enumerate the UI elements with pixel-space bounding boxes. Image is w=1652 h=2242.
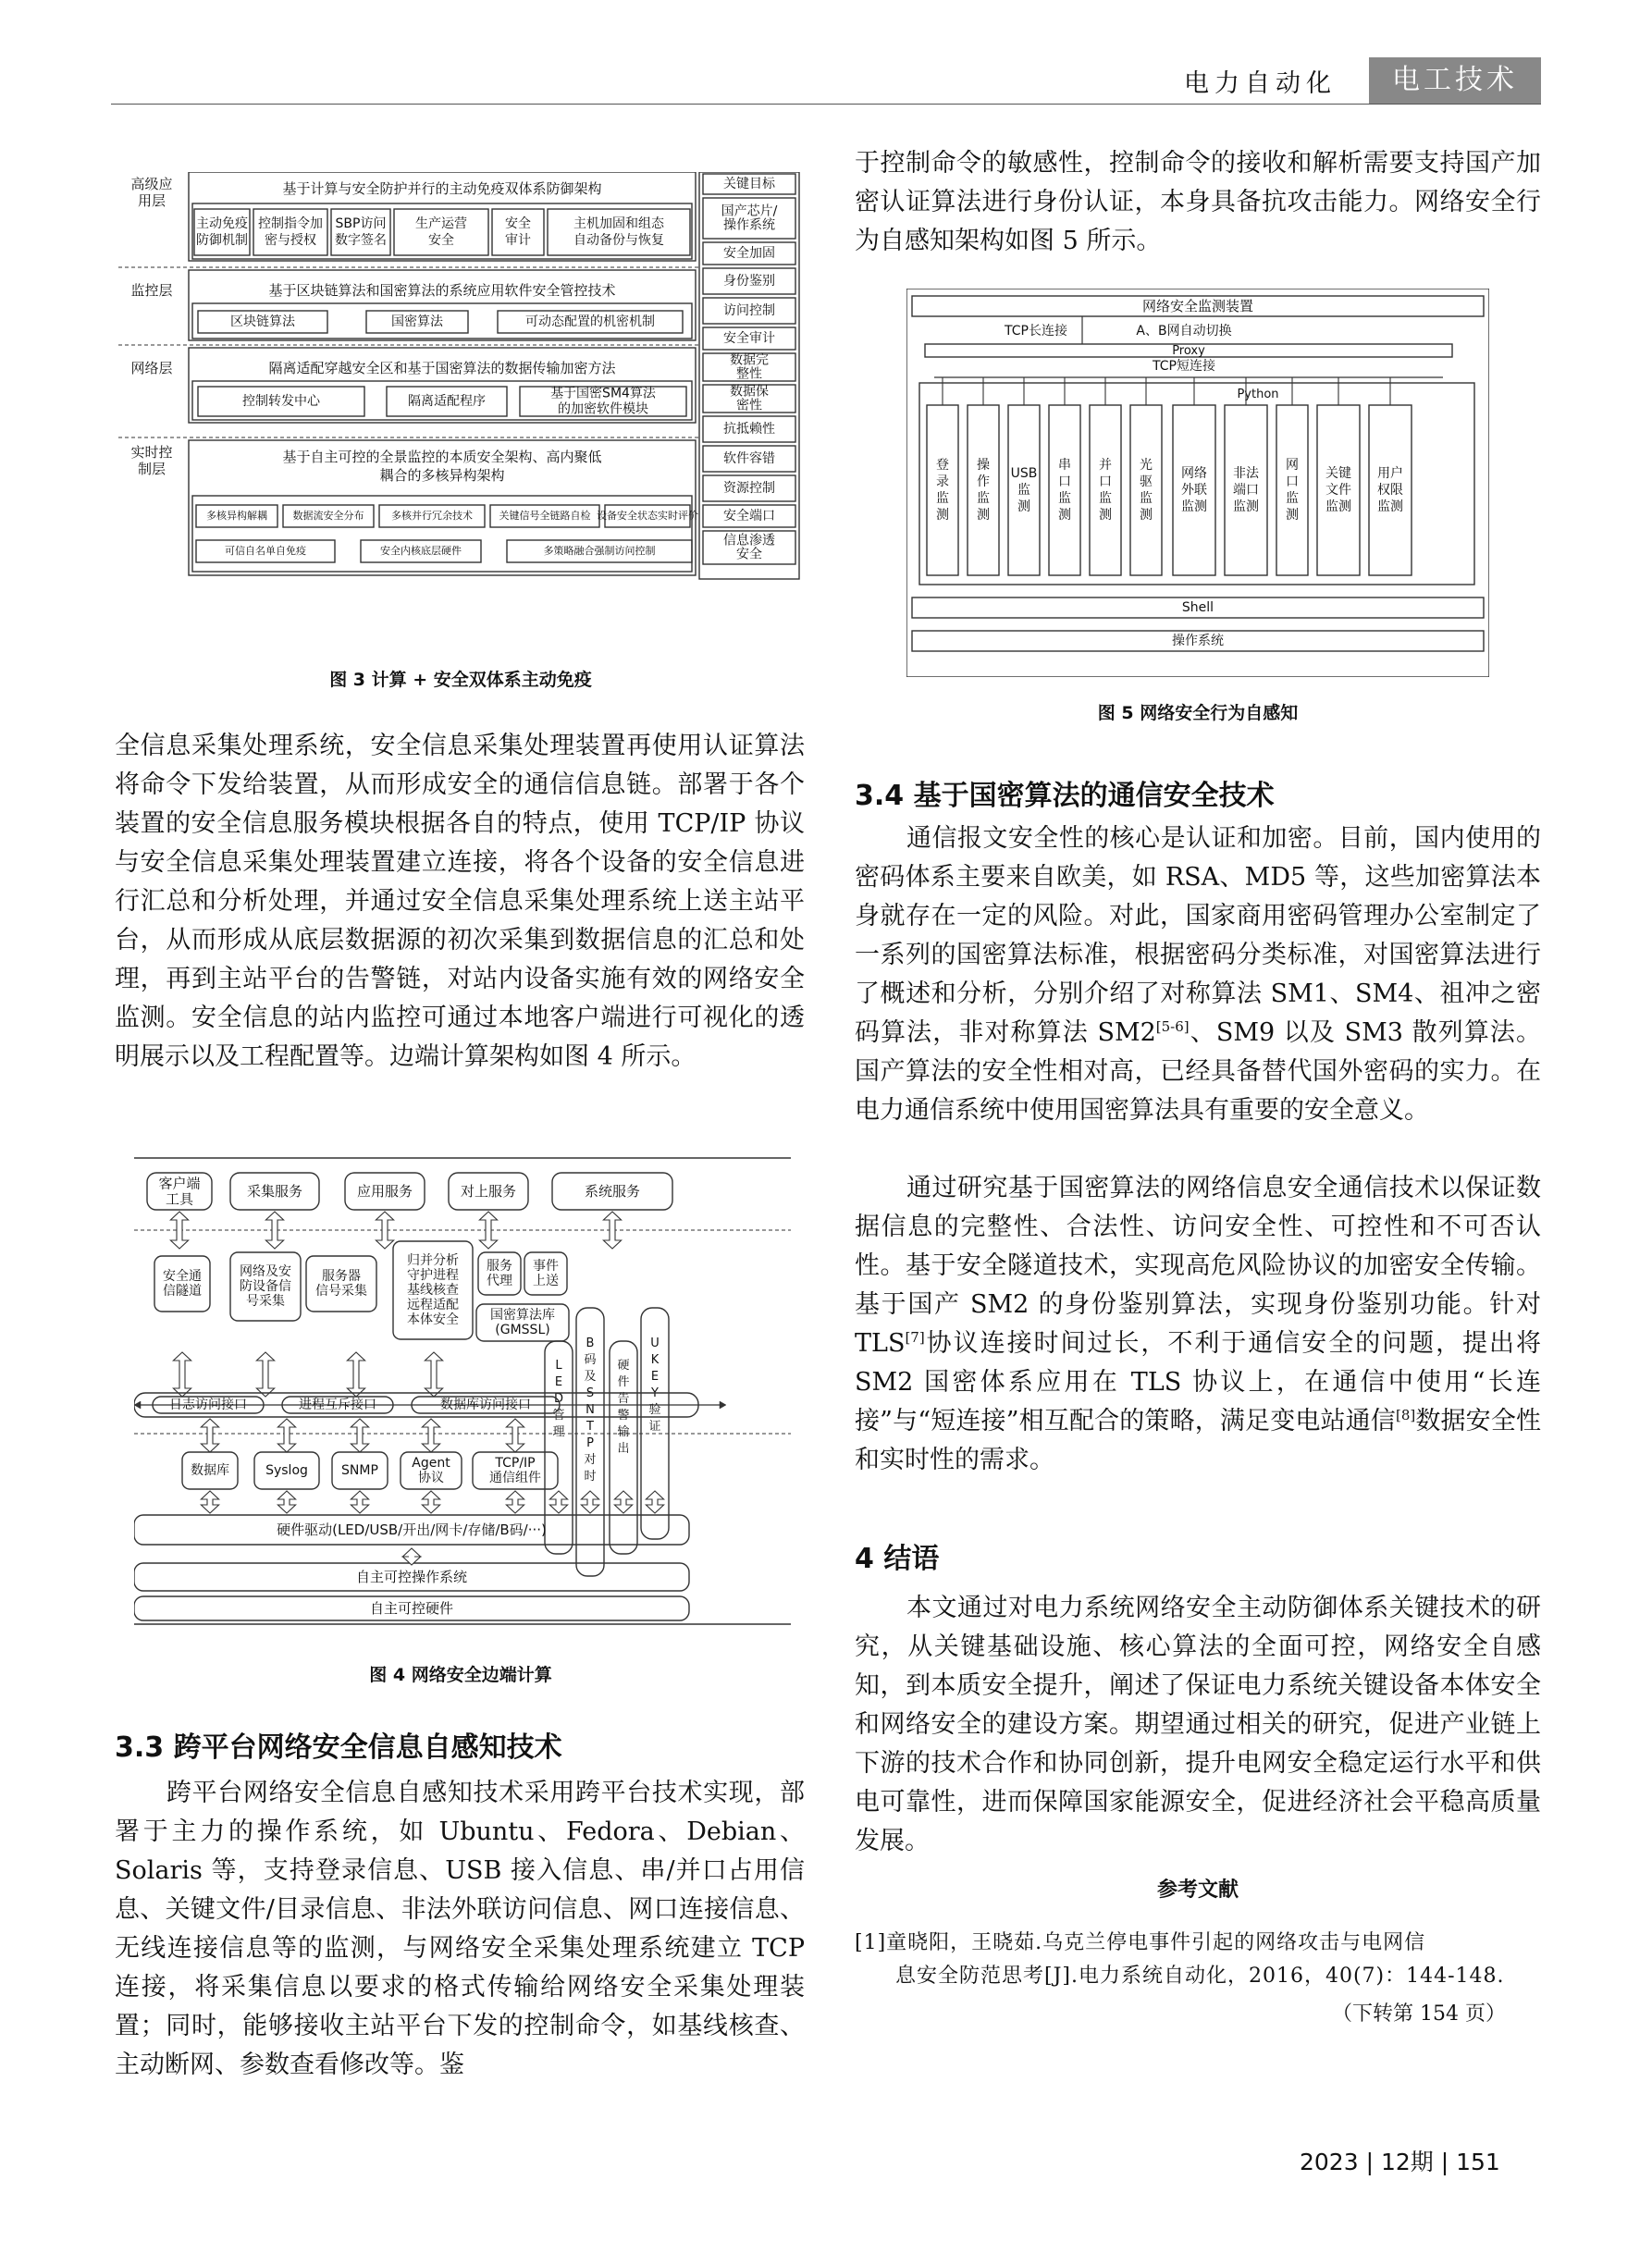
vertical-box-label-1: B 码及 S N T P 对时: [584, 1337, 597, 1484]
security-item-label-5: 安全审计: [723, 331, 775, 346]
proto-arrow-3: [422, 1419, 439, 1452]
layer-1-item-label-1: 国密算法: [391, 314, 443, 329]
citation-5-6: [5-6]: [1155, 1018, 1190, 1035]
figure-4: [134, 1156, 791, 1628]
top-arrow-3: [479, 1212, 497, 1249]
driver-arrow-0: [201, 1491, 218, 1513]
monitor-item-label-7: 非法端口监测: [1233, 466, 1259, 514]
protocol-label-2: SNMP: [341, 1463, 378, 1478]
layer-1-title: 基于区块链算法和国密算法的系统应用软件安全管控技术: [268, 281, 616, 299]
page-footer: 2023 | 12期 | 151: [1300, 2149, 1500, 2175]
monitor-item-1: [968, 405, 999, 575]
security-item-label-10: 资源控制: [723, 481, 775, 496]
layer-1-item-label-2: 可动态配置的机密机制: [525, 314, 655, 329]
layer-3-item-label-3: 关键信号全链路自检: [499, 510, 591, 522]
os-label: 操作系统: [1172, 634, 1224, 648]
figure-4-caption: 图 4 网络安全边端计算: [369, 1665, 552, 1685]
security-item-label-12: 信息渗透安全: [723, 533, 775, 562]
driver-arrow-8: [646, 1491, 663, 1513]
left-paragraph-2: 跨平台网络安全信息自感知技术采用跨平台技术实现，部署于主力的操作系统，如 Ubuntu、Fedora、Debian、Solaris 等，支持登录信息、USB 接入信息、串/并口占用信息、关键文件/目录信息、非法外联访问信息、网口连接信息、无线连接信息等的监测，与网络安全采集处理系统建立 TCP 连接，将采集信息以要求的格式传输给网络安全采集处理装置；同时，能够接收主站平台下发的控制命令，如基线核查、主动断网、参数查看修改等。鉴: [115, 1779, 805, 2079]
driver-arrow-4: [506, 1491, 524, 1513]
monitor-item-label-9: 关键文件监测: [1325, 466, 1351, 514]
top-arrow-2: [376, 1212, 393, 1249]
layer-3-item-label-2: 多核并行冗余技术: [391, 510, 473, 522]
monitor-device-label: 网络安全监测装置: [1141, 297, 1254, 314]
figure-3-caption: 图 3 计算 + 安全双体系主动免疫: [329, 670, 592, 690]
top-service-label-2: 应用服务: [356, 1182, 413, 1200]
python-label: Python: [1237, 387, 1279, 401]
layer-2-item-label-2: 基于国密SM4算法的加密软件模块: [550, 386, 656, 417]
layer-3-item2-label-2: 多策略融合强制访问控制: [543, 545, 656, 557]
layer-3-title: 基于自主可控的全景监控的本质安全架构、高内聚低耦合的多核异构架构: [282, 448, 602, 484]
citation-7: [7]: [905, 1329, 925, 1346]
layer-0-title: 基于计算与安全防护并行的主动免疫双体系防御架构: [282, 179, 602, 197]
interface-arrow-head-r: [720, 1401, 726, 1409]
right-paragraph-3: 通过研究基于国密算法的网络信息安全通信技术以保证数据信息的完整性、合法性、访问安全性、可控性和不可否认性。基于安全隧道技术，实现高危风险协议的加密安全传输。基于国产 SM2 的身份鉴别算法，实现身份鉴别功能。针对 TLS[7]协议连接时间过长，不利于通信安全的问题，提出将 SM2 国密体系应用在 TLS 协议上，在通信中使用“长连接”与“短连接”相互配合的策略，满足变电站通信[8]数据安全性和实时性的需求。: [855, 1174, 1541, 1474]
references-heading: 参考文献: [1156, 1878, 1239, 1902]
interface-label-2: 数据库访问接口: [440, 1398, 531, 1412]
figure-5-caption: 图 5 网络安全行为自感知: [1097, 703, 1299, 723]
mid-arrow-3: [425, 1352, 442, 1397]
proto-arrow-2: [351, 1419, 368, 1452]
layer-label-0: 高级应用层: [130, 175, 173, 209]
monitor-item-0: [927, 405, 958, 575]
mid-box-label-2: 服务器信号采集: [315, 1269, 367, 1299]
bottom-bar-label-0: 硬件驱动(LED/USB/开出/网卡/存储/B码/···): [277, 1521, 547, 1538]
mid-arrow-1: [256, 1352, 274, 1397]
vertical-box-label-2: 硬件告警输出: [617, 1359, 630, 1456]
header-rule: [111, 104, 1541, 105]
top-arrow-1: [265, 1212, 283, 1249]
driver-arrow-5: [549, 1491, 567, 1513]
top-service-label-4: 系统服务: [584, 1182, 641, 1200]
interface-label-1: 进程互斥接口: [299, 1398, 376, 1412]
security-item-label-3: 身份鉴别: [723, 274, 775, 289]
layer-3-item-label-1: 数据流安全分布: [292, 510, 364, 522]
monitor-item-label-3: 串口监测: [1058, 458, 1071, 523]
driver-arrow-6: [581, 1491, 598, 1513]
monitor-item-3: [1049, 405, 1080, 575]
layer-label-3: 实时控制层: [130, 443, 173, 477]
monitor-item-label-10: 用户权限监测: [1377, 466, 1403, 514]
proto-arrow-0: [201, 1419, 218, 1452]
security-item-label-8: 抗抵赖性: [723, 422, 775, 437]
interface-label-0: 日志访问接口: [169, 1398, 247, 1412]
interface-arrow-head-l: [134, 1401, 141, 1409]
top-service-label-1: 采集服务: [246, 1182, 303, 1200]
layer-0-item-label-3: 生产运营安全: [415, 216, 467, 248]
security-item-label-11: 安全端口: [723, 509, 775, 524]
mid-arrow-2: [347, 1352, 364, 1397]
security-item-label-6: 数据完整性: [730, 352, 769, 382]
section-3-3-heading: 3.3 跨平台网络安全信息自感知技术: [115, 1731, 562, 1764]
layer-2-item-label-0: 控制转发中心: [242, 394, 320, 409]
driver-arrow-7: [614, 1491, 632, 1513]
layer-3-item2-label-0: 可信自名单自免疫: [225, 545, 306, 557]
tcp-long-label: TCP长连接: [1005, 324, 1067, 339]
protocol-label-0: 数据库: [191, 1463, 229, 1478]
tcp-short-label: TCP短连接: [1153, 359, 1215, 374]
right-paragraph-2: 通信报文安全性的核心是认证和加密。目前，国内使用的密码体系主要来自欧美，如 RSA、MD5 等，这些加密算法本身就存在一定的风险。对此，国家商用密码管理办公室制定了一系列的国密算法标准，根据密码分类标准，对国密算法进行了概述和分析，分别介绍了对称算法 SM1、SM4、祖冲之密码算法，非对称算法 SM2[5-6]、SM9 以及 SM3 散列算法。国产算法的安全性相对高，已经具备替代国外密码的实力。在电力通信系统中使用国密算法具有重要的安全意义。: [855, 824, 1541, 1125]
journal-name: 电力自动化: [1184, 69, 1337, 98]
protocol-label-3: Agent 协议: [412, 1456, 450, 1485]
mid-box-label-0: 安全通信隧道: [163, 1269, 202, 1299]
protocol-label-4: TCP/IP 通信组件: [489, 1456, 541, 1485]
security-item-label-2: 安全加固: [723, 246, 775, 261]
figure-5: [906, 289, 1489, 677]
vertical-box-label-0: L E D 管理: [552, 1359, 565, 1439]
layer-label-1: 监控层: [130, 281, 173, 299]
continued-note: （下转第 154 页）: [1332, 2002, 1506, 2026]
proto-arrow-4: [506, 1419, 524, 1452]
protocol-label-1: Syslog: [265, 1463, 308, 1478]
bottom-bar-label-1: 自主可控操作系统: [355, 1568, 468, 1585]
vertical-box-label-3: U K E Y 验证: [648, 1337, 661, 1434]
security-item-label-0: 关键目标: [723, 177, 775, 191]
citation-8: [8]: [1395, 1407, 1416, 1423]
layer-2-item-label-1: 隔离适配程序: [408, 394, 486, 409]
layer-box-1: [189, 270, 696, 340]
monitor-item-4: [1090, 405, 1121, 575]
driver-arrow-3: [422, 1491, 439, 1513]
monitor-item-label-5: 光驱监测: [1140, 458, 1153, 523]
layer-0-inner: [192, 203, 692, 259]
mid-box-label-4: 服务代理: [487, 1259, 512, 1288]
mid-box-label-6: 国密算法库(GMSSL): [490, 1308, 555, 1337]
layer-3-item-label-4: 设备安全状态实时评价: [597, 510, 698, 522]
mid-arrow-0: [173, 1352, 191, 1397]
reference-1-line-1: [1]童晓阳，王晓茹.乌克兰停电事件引起的网络攻击与电网信: [855, 1931, 1426, 1954]
security-item-label-4: 访问控制: [723, 303, 775, 318]
monitor-item-label-0: 登录监测: [936, 458, 949, 523]
layer-0-item-label-5: 主机加固和组态自动备份与恢复: [573, 216, 664, 248]
security-item-label-1: 国产芯片/操作系统: [721, 203, 778, 233]
layer-3-item2-label-1: 安全内核底层硬件: [380, 545, 462, 557]
monitor-item-label-8: 网口监测: [1286, 458, 1299, 523]
security-item-label-7: 数据保密性: [730, 384, 769, 413]
proto-arrow-1: [277, 1419, 295, 1452]
layer-label-2: 网络层: [130, 359, 173, 376]
figure-3: [118, 172, 803, 646]
layer-0-item-label-1: 控制指令加密与授权: [258, 216, 323, 248]
layer-3-inner: [192, 496, 692, 572]
right-paragraph-4: 本文通过对电力系统网络安全主动防御体系关键技术的研究，从关键基础设施、核心算法的全面可控，网络安全自感知，到本质安全提升，阐述了保证电力系统关键设备本体安全和网络安全的建设方案。期望通过相关的研究，促进产业链上下游的技术合作和协同创新，提升电网安全稳定运行水平和供电可靠性，进而保障国家能源安全，促进经济社会平稳高质量发展。: [855, 1594, 1541, 1855]
driver-arrow-2: [351, 1491, 368, 1513]
top-arrow-4: [603, 1212, 621, 1249]
monitor-item-label-6: 网络外联监测: [1181, 466, 1207, 514]
top-service-label-3: 对上服务: [460, 1182, 517, 1200]
proxy-label: Proxy: [1172, 343, 1205, 358]
driver-arrow-1: [277, 1491, 295, 1513]
bottom-bar-label-2: 自主可控硬件: [369, 1599, 454, 1617]
monitor-item-5: [1130, 405, 1162, 575]
monitor-item-label-2: USB 监测: [1010, 466, 1038, 514]
layer-1-item-label-0: 区块链算法: [230, 314, 295, 329]
layer-0-item-label-0: 主动免疫防御机制: [196, 216, 248, 248]
monitor-item-label-4: 并口监测: [1099, 458, 1112, 523]
vertical-box-0: [545, 1341, 573, 1554]
top-service-label-0: 客户端工具: [158, 1175, 201, 1207]
layer-2-title: 隔离适配穿越安全区和基于国密算法的数据传输加密方法: [268, 359, 616, 376]
left-paragraph-1: 全信息采集处理系统，安全信息采集处理装置再使用认证算法将命令下发给装置，从而形成安全的通信信息链。部署于各个装置的安全信息服务模块根据各自的特点，使用 TCP/IP 协议与安全信息采集处理装置建立连接，将各个设备的安全信息进行汇总和分析处理，并通过安全信息采集处理系统上送主站平台，从而形成从底层数据源的初次采集到数据信息的汇总和处理，再到主站平台的告警链，对站内设备实施有效的网络安全监测。安全信息的站内监控可通过本地客户端进行可视化的透明展示以及工程配置等。边端计算架构如图 4 所示。: [115, 732, 805, 1071]
mid-box-label-1: 网络及安防设备信号采集: [240, 1264, 291, 1309]
security-item-label-9: 软件容错: [723, 451, 775, 466]
reference-1-line-2: 息安全防范思考[J].电力系统自动化，2016，40(7)：144-148.: [895, 1965, 1505, 1988]
layer-3-item-label-0: 多核异构解耦: [206, 510, 267, 522]
section-3-4-heading: 3.4 基于国密算法的通信安全技术: [855, 780, 1275, 812]
layer-0-item-label-4: 安全审计: [505, 216, 531, 248]
shell-label: Shell: [1181, 600, 1214, 615]
switch-label: A、B网自动切换: [1136, 324, 1232, 339]
layer-0-item-label-2: SBP访问数字签名: [335, 216, 387, 248]
monitor-item-8: [1276, 405, 1308, 575]
monitor-item-label-1: 操作监测: [977, 458, 990, 523]
right-paragraph-1: 于控制命令的敏感性，控制命令的接收和解析需要支持国产加密认证算法进行身份认证，本身具备抗攻击能力。网络安全行为自感知架构如图 5 所示。: [855, 149, 1541, 255]
section-tag: 电工技术: [1369, 57, 1541, 104]
mid-box-label-3: 归并分析守护进程基线核查远程适配本体安全: [407, 1253, 459, 1327]
mid-box-label-5: 事件上送: [533, 1259, 559, 1288]
section-4-heading: 4 结语: [855, 1543, 940, 1575]
